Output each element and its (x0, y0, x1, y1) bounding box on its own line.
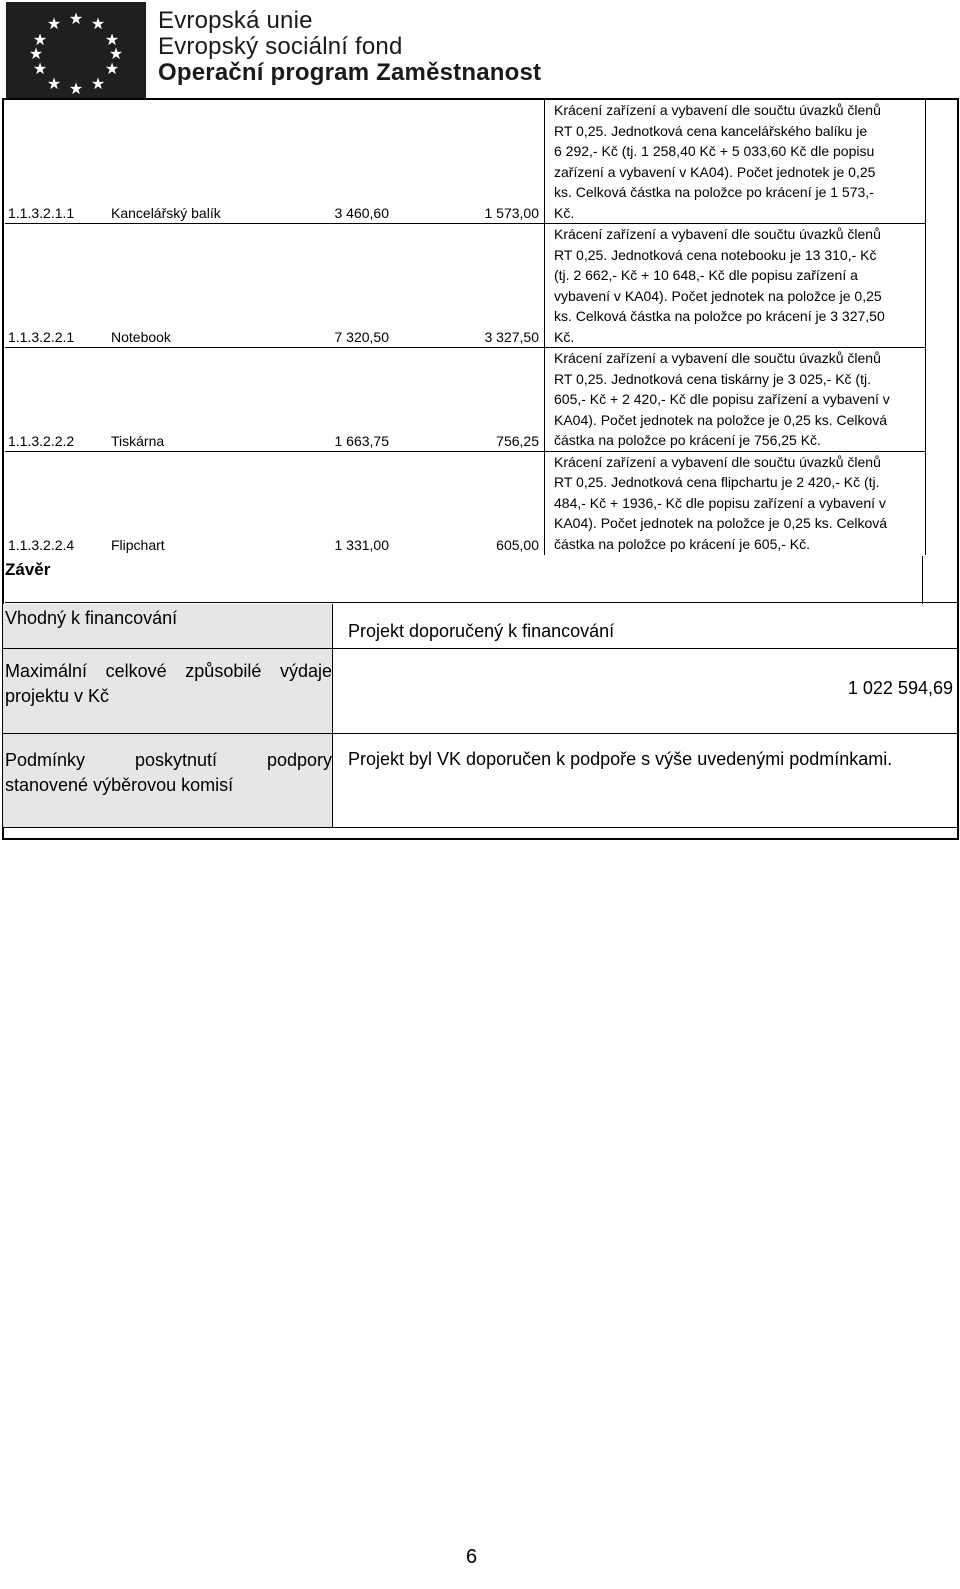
svg-text:★: ★ (68, 79, 84, 98)
svg-text:★: ★ (46, 74, 62, 93)
item-note-line: RT 0,25. Jednotková cena kancelářského balíku je (554, 122, 868, 139)
item-requested-amount: 1 663,75 (334, 432, 389, 449)
svg-text:★: ★ (90, 14, 106, 33)
brand-line-1: Evropská unie (158, 7, 313, 34)
table-row (5, 100, 926, 224)
conclusion-row-max-cost (3, 649, 957, 734)
item-note-line: ks. Celková částka na položce po krácení je 3 327,50 (554, 308, 885, 324)
suitable-value: Projekt doporučený k financování (348, 621, 615, 641)
max-cost-label-line1: Maximální celkové způsobilé výdaje (5, 661, 332, 681)
item-note-line: částka na položce po krácení je 756,25 Kč. (554, 432, 821, 448)
table-row (5, 348, 926, 452)
divider (922, 556, 923, 604)
conditions-label-line1: Podmínky poskytnutí podpory (5, 750, 332, 770)
item-note-line: RT 0,25. Jednotková cena flipchartu je 2 420,- Kč (tj. (554, 474, 880, 490)
item-approved-amount: 605,00 (399, 451, 545, 555)
item-note (545, 224, 926, 348)
svg-text:★: ★ (108, 44, 124, 63)
svg-text:★: ★ (90, 74, 106, 93)
conditions-label-line2: stanovené výběrovou komisí (5, 775, 234, 795)
conclusion-header (5, 556, 922, 602)
item-approved-amount: 756,25 (399, 348, 545, 452)
item-note (545, 348, 926, 452)
budget-items-table (5, 99, 926, 555)
item-note-line: Kč. (554, 204, 575, 221)
item-note-line: 605,- Kč + 2 420,- Kč dle popisu zařízení a vybavení v (554, 391, 890, 407)
item-requested-amount: 1 331,00 (334, 537, 389, 553)
item-code: 1.1.3.2.2.4 (8, 537, 75, 553)
item-name: Kancelářský balík (111, 205, 221, 221)
eu-flag-logo (6, 2, 146, 98)
item-note-line: Krácení zařízení a vybavení dle součtu úvazků členů (554, 102, 881, 118)
item-requested-amount: 3 460,60 (334, 205, 389, 221)
table-row (5, 224, 926, 348)
item-note-line: 484,- Kč + 1936,- Kč dle popisu zařízení a vybavení v (554, 494, 886, 511)
svg-text:★: ★ (104, 59, 120, 78)
svg-text:★: ★ (32, 59, 48, 78)
item-note-line: (tj. 2 662,- Kč + 10 648,- Kč dle popisu zařízení a (554, 267, 858, 283)
item-note (545, 100, 926, 224)
svg-text:★: ★ (68, 9, 84, 28)
item-note-line: částka na položce po krácení je 605,- Kč. (554, 535, 811, 552)
item-code: 1.1.3.2.1.1 (8, 205, 75, 221)
conditions-value: Projekt byl VK doporučen k podpoře s výše uvedenými podmínkami. (348, 749, 893, 769)
max-cost-value: 1 022 594,69 (847, 678, 953, 698)
item-name: Notebook (111, 329, 171, 345)
brand-line-2: Evropský sociální fond (158, 33, 403, 60)
divider (5, 602, 957, 603)
item-note-line: KA04). Počet jednotek na položce je 0,25 ks. Celková (554, 515, 888, 531)
page-number: 6 (466, 1546, 478, 1568)
item-note-line: ks. Celková částka na položce po krácení je 1 573,- (554, 184, 874, 200)
conclusion-row-suitable (3, 604, 957, 649)
frame-border-bottom (2, 838, 959, 840)
conditions-label (3, 734, 333, 827)
item-note-line: Krácení zařízení a vybavení dle součtu úvazků členů (554, 226, 881, 242)
item-name: Tiskárna (111, 432, 165, 449)
svg-text:★: ★ (104, 30, 120, 49)
item-note-line: Krácení zařízení a vybavení dle součtu úvazků členů (554, 350, 881, 366)
item-name: Flipchart (111, 537, 165, 553)
svg-text:★: ★ (32, 30, 48, 49)
suitable-label-text: Vhodný k financování (5, 608, 178, 628)
conclusion-heading: Závěr (5, 560, 51, 579)
item-note-line: KA04). Počet jednotek na položce je 0,25 ks. Celková (554, 411, 888, 428)
max-cost-label (3, 649, 333, 733)
item-approved-amount: 3 327,50 (399, 224, 545, 348)
item-note-line: RT 0,25. Jednotková cena notebooku je 13 310,- Kč (554, 246, 877, 263)
max-cost-label-line2: projektu v Kč (5, 686, 110, 706)
item-note-line: Kč. (554, 328, 575, 345)
item-note-line: Krácení zařízení a vybavení dle součtu úvazků členů (554, 453, 881, 470)
suitable-label (3, 604, 333, 648)
frame-border-right (957, 98, 959, 840)
svg-text:★: ★ (28, 44, 44, 63)
item-note-line: 6 292,- Kč (tj. 1 258,40 Kč + 5 033,60 Kč dle popisu (554, 143, 875, 159)
item-note-line: zařízení a vybavení v KA04). Počet jednotek je 0,25 (554, 163, 876, 180)
eu-flag-stars-icon (6, 2, 146, 98)
item-note (545, 451, 926, 555)
item-note-line: vybavení v KA04). Počet jednotek na položce je 0,25 (554, 287, 882, 304)
table-row (5, 451, 926, 555)
item-code: 1.1.3.2.2.2 (8, 432, 75, 449)
conclusion-row-conditions (3, 734, 957, 828)
item-note-line: RT 0,25. Jednotková cena tiskárny je 3 025,- Kč (tj. (554, 370, 871, 387)
svg-text:★: ★ (46, 14, 62, 33)
brand-line-3: Operační program Zaměstnanost (158, 59, 542, 86)
item-requested-amount: 7 320,50 (334, 329, 389, 345)
item-code: 1.1.3.2.2.1 (8, 329, 75, 345)
brand-text (158, 8, 541, 86)
item-approved-amount: 1 573,00 (399, 100, 545, 224)
